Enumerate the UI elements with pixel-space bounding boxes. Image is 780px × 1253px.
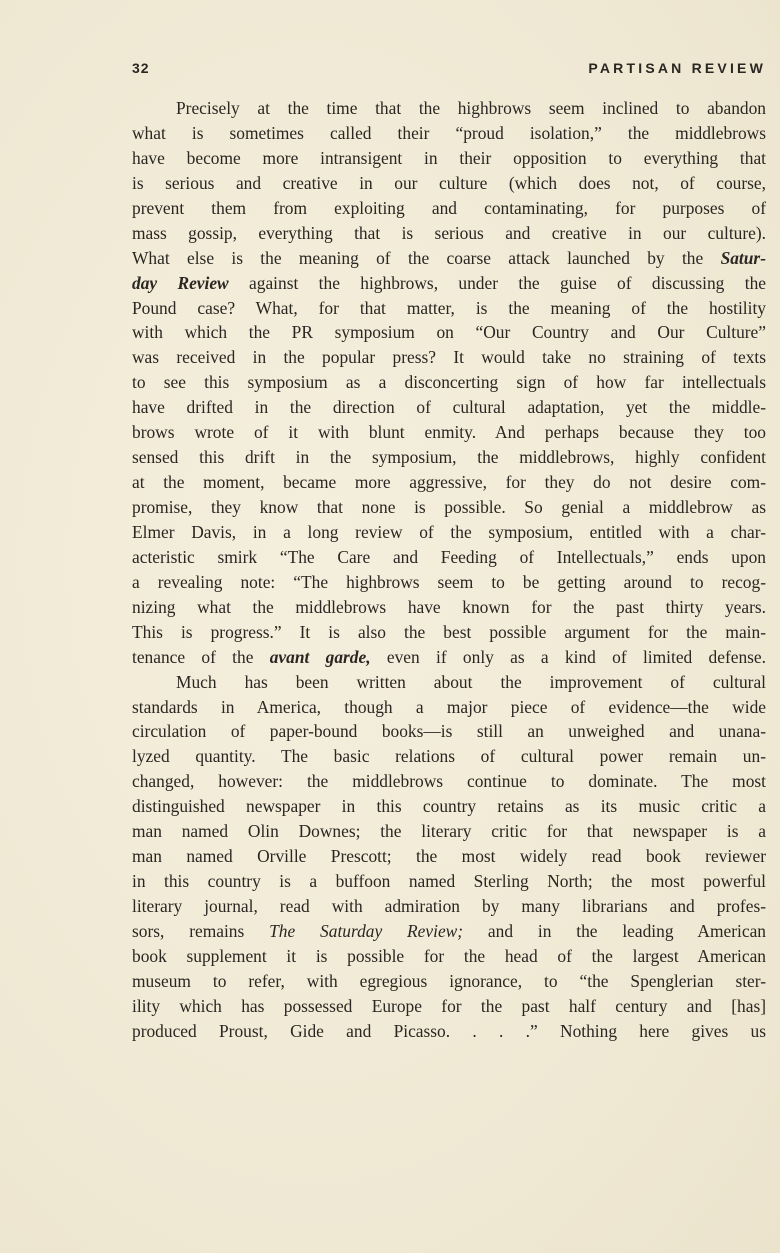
emphasized-title: Satur-	[720, 247, 766, 268]
paragraph	[132, 670, 766, 1044]
text-run: sensed this drift in the symposium, the middlebrows, highly confident	[132, 447, 766, 468]
text-run: distinguished newspaper in this country retains as its music critic a	[132, 796, 766, 817]
text-run: to see this symposium as a disconcerting sign of how far intellectuals	[132, 372, 766, 393]
text-line	[132, 994, 766, 1019]
text-run: Elmer Davis, in a long review of the symposium, entitled with a char-	[132, 521, 766, 542]
text-line	[132, 919, 766, 944]
text-line	[132, 445, 766, 470]
text-line	[132, 944, 766, 969]
paragraph	[132, 96, 766, 670]
text-line	[132, 570, 766, 595]
text-run: ility which has possessed Europe for the past half century and [has]	[132, 995, 766, 1016]
text-run: against the highbrows, under the guise of discussing the	[228, 272, 766, 293]
text-line	[132, 271, 766, 296]
text-run: book supplement it is possible for the head of the largest American	[132, 945, 766, 966]
page-number: 32	[132, 60, 150, 76]
text-line	[132, 395, 766, 420]
text-line	[132, 695, 766, 720]
article-body	[132, 96, 766, 1044]
text-run: what is sometimes called their “proud isolation,” the middlebrows	[132, 122, 766, 143]
emphasized-title: avant garde,	[269, 646, 371, 667]
text-line	[132, 370, 766, 395]
text-run: acteristic smirk “The Care and Feeding of Intellectuals,” ends upon	[132, 546, 766, 567]
text-line	[132, 121, 766, 146]
text-run: at the moment, became more aggressive, for they do not desire com-	[132, 472, 766, 493]
text-run: lyzed quantity. The basic relations of cultural power remain un-	[132, 746, 766, 767]
text-line	[132, 869, 766, 894]
text-run: This is progress.” It is also the best possible argument for the main-	[132, 621, 766, 642]
text-run: man named Orville Prescott; the most widely read book reviewer	[132, 846, 766, 867]
text-run: is serious and creative in our culture (which does not, of course,	[132, 172, 766, 193]
text-run: prevent them from exploiting and contaminating, for purposes of	[132, 197, 766, 218]
text-line	[132, 520, 766, 545]
text-run: and in the leading American	[463, 920, 766, 941]
text-line	[132, 844, 766, 869]
text-line	[132, 894, 766, 919]
text-run: sors, remains	[132, 920, 270, 941]
text-line	[132, 744, 766, 769]
text-run: circulation of paper-bound books—is still an unweighed and unana-	[132, 721, 766, 742]
text-run: have drifted in the direction of cultural adaptation, yet the middle-	[132, 397, 766, 418]
text-line	[132, 96, 766, 121]
text-run: mass gossip, everything that is serious and creative in our culture).	[132, 222, 766, 243]
text-run: standards in America, though a major piece of evidence—the wide	[132, 696, 766, 717]
text-run: nizing what the middlebrows have known for the past thirty years.	[132, 596, 766, 617]
text-run: Precisely at the time that the highbrows seem inclined to abandon	[176, 98, 766, 118]
text-line	[132, 1019, 766, 1044]
text-line	[132, 645, 766, 670]
text-line	[132, 595, 766, 620]
text-run: with which the PR symposium on “Our Country and Our Culture”	[132, 322, 766, 343]
text-run: have become more intransigent in their opposition to everything that	[132, 147, 766, 168]
running-head	[132, 60, 766, 80]
text-run: even if only as a kind of limited defense.	[370, 646, 766, 667]
text-line	[132, 171, 766, 196]
text-line	[132, 470, 766, 495]
text-line	[132, 320, 766, 345]
text-line	[132, 545, 766, 570]
text-line	[132, 969, 766, 994]
text-line	[132, 146, 766, 171]
text-line	[132, 296, 766, 321]
text-line	[132, 719, 766, 744]
emphasized-title: The Saturday Review;	[269, 920, 464, 941]
text-run: produced Proust, Gide and Picasso. . . .” Nothing here gives us	[132, 1020, 766, 1041]
text-run: What else is the meaning of the coarse attack launched by the	[132, 247, 721, 268]
text-run: tenance of the	[132, 646, 270, 667]
text-line	[132, 794, 766, 819]
text-line	[132, 495, 766, 520]
text-line	[132, 221, 766, 246]
text-line	[132, 670, 766, 695]
text-line	[132, 769, 766, 794]
text-run: changed, however: the middlebrows continue to dominate. The most	[132, 771, 766, 792]
journal-title: PARTISAN REVIEW	[588, 60, 766, 76]
text-run: man named Olin Downes; the literary critic for that newspaper is a	[132, 821, 766, 842]
text-run: Pound case? What, for that matter, is the meaning of the hostility	[132, 297, 766, 318]
text-run: Much has been written about the improvement of cultural	[176, 671, 766, 692]
text-line	[132, 196, 766, 221]
text-line	[132, 620, 766, 645]
emphasized-title: day Review	[132, 272, 229, 293]
text-line	[132, 345, 766, 370]
text-run: museum to refer, with egregious ignorance, to “the Spenglerian ster-	[132, 970, 766, 991]
text-run: literary journal, read with admiration by many librarians and profes-	[132, 896, 766, 916]
text-run: in this country is a buffoon named Sterling North; the most powerful	[132, 871, 766, 892]
text-line	[132, 819, 766, 844]
text-run: a revealing note: “The highbrows seem to be getting around to recog-	[132, 571, 766, 592]
text-run: promise, they know that none is possible. So genial a middlebrow as	[132, 497, 766, 517]
text-run: was received in the popular press? It would take no straining of texts	[132, 347, 766, 368]
text-run: brows wrote of it with blunt enmity. And perhaps because they too	[132, 422, 766, 443]
text-line	[132, 246, 766, 271]
text-line	[132, 420, 766, 445]
